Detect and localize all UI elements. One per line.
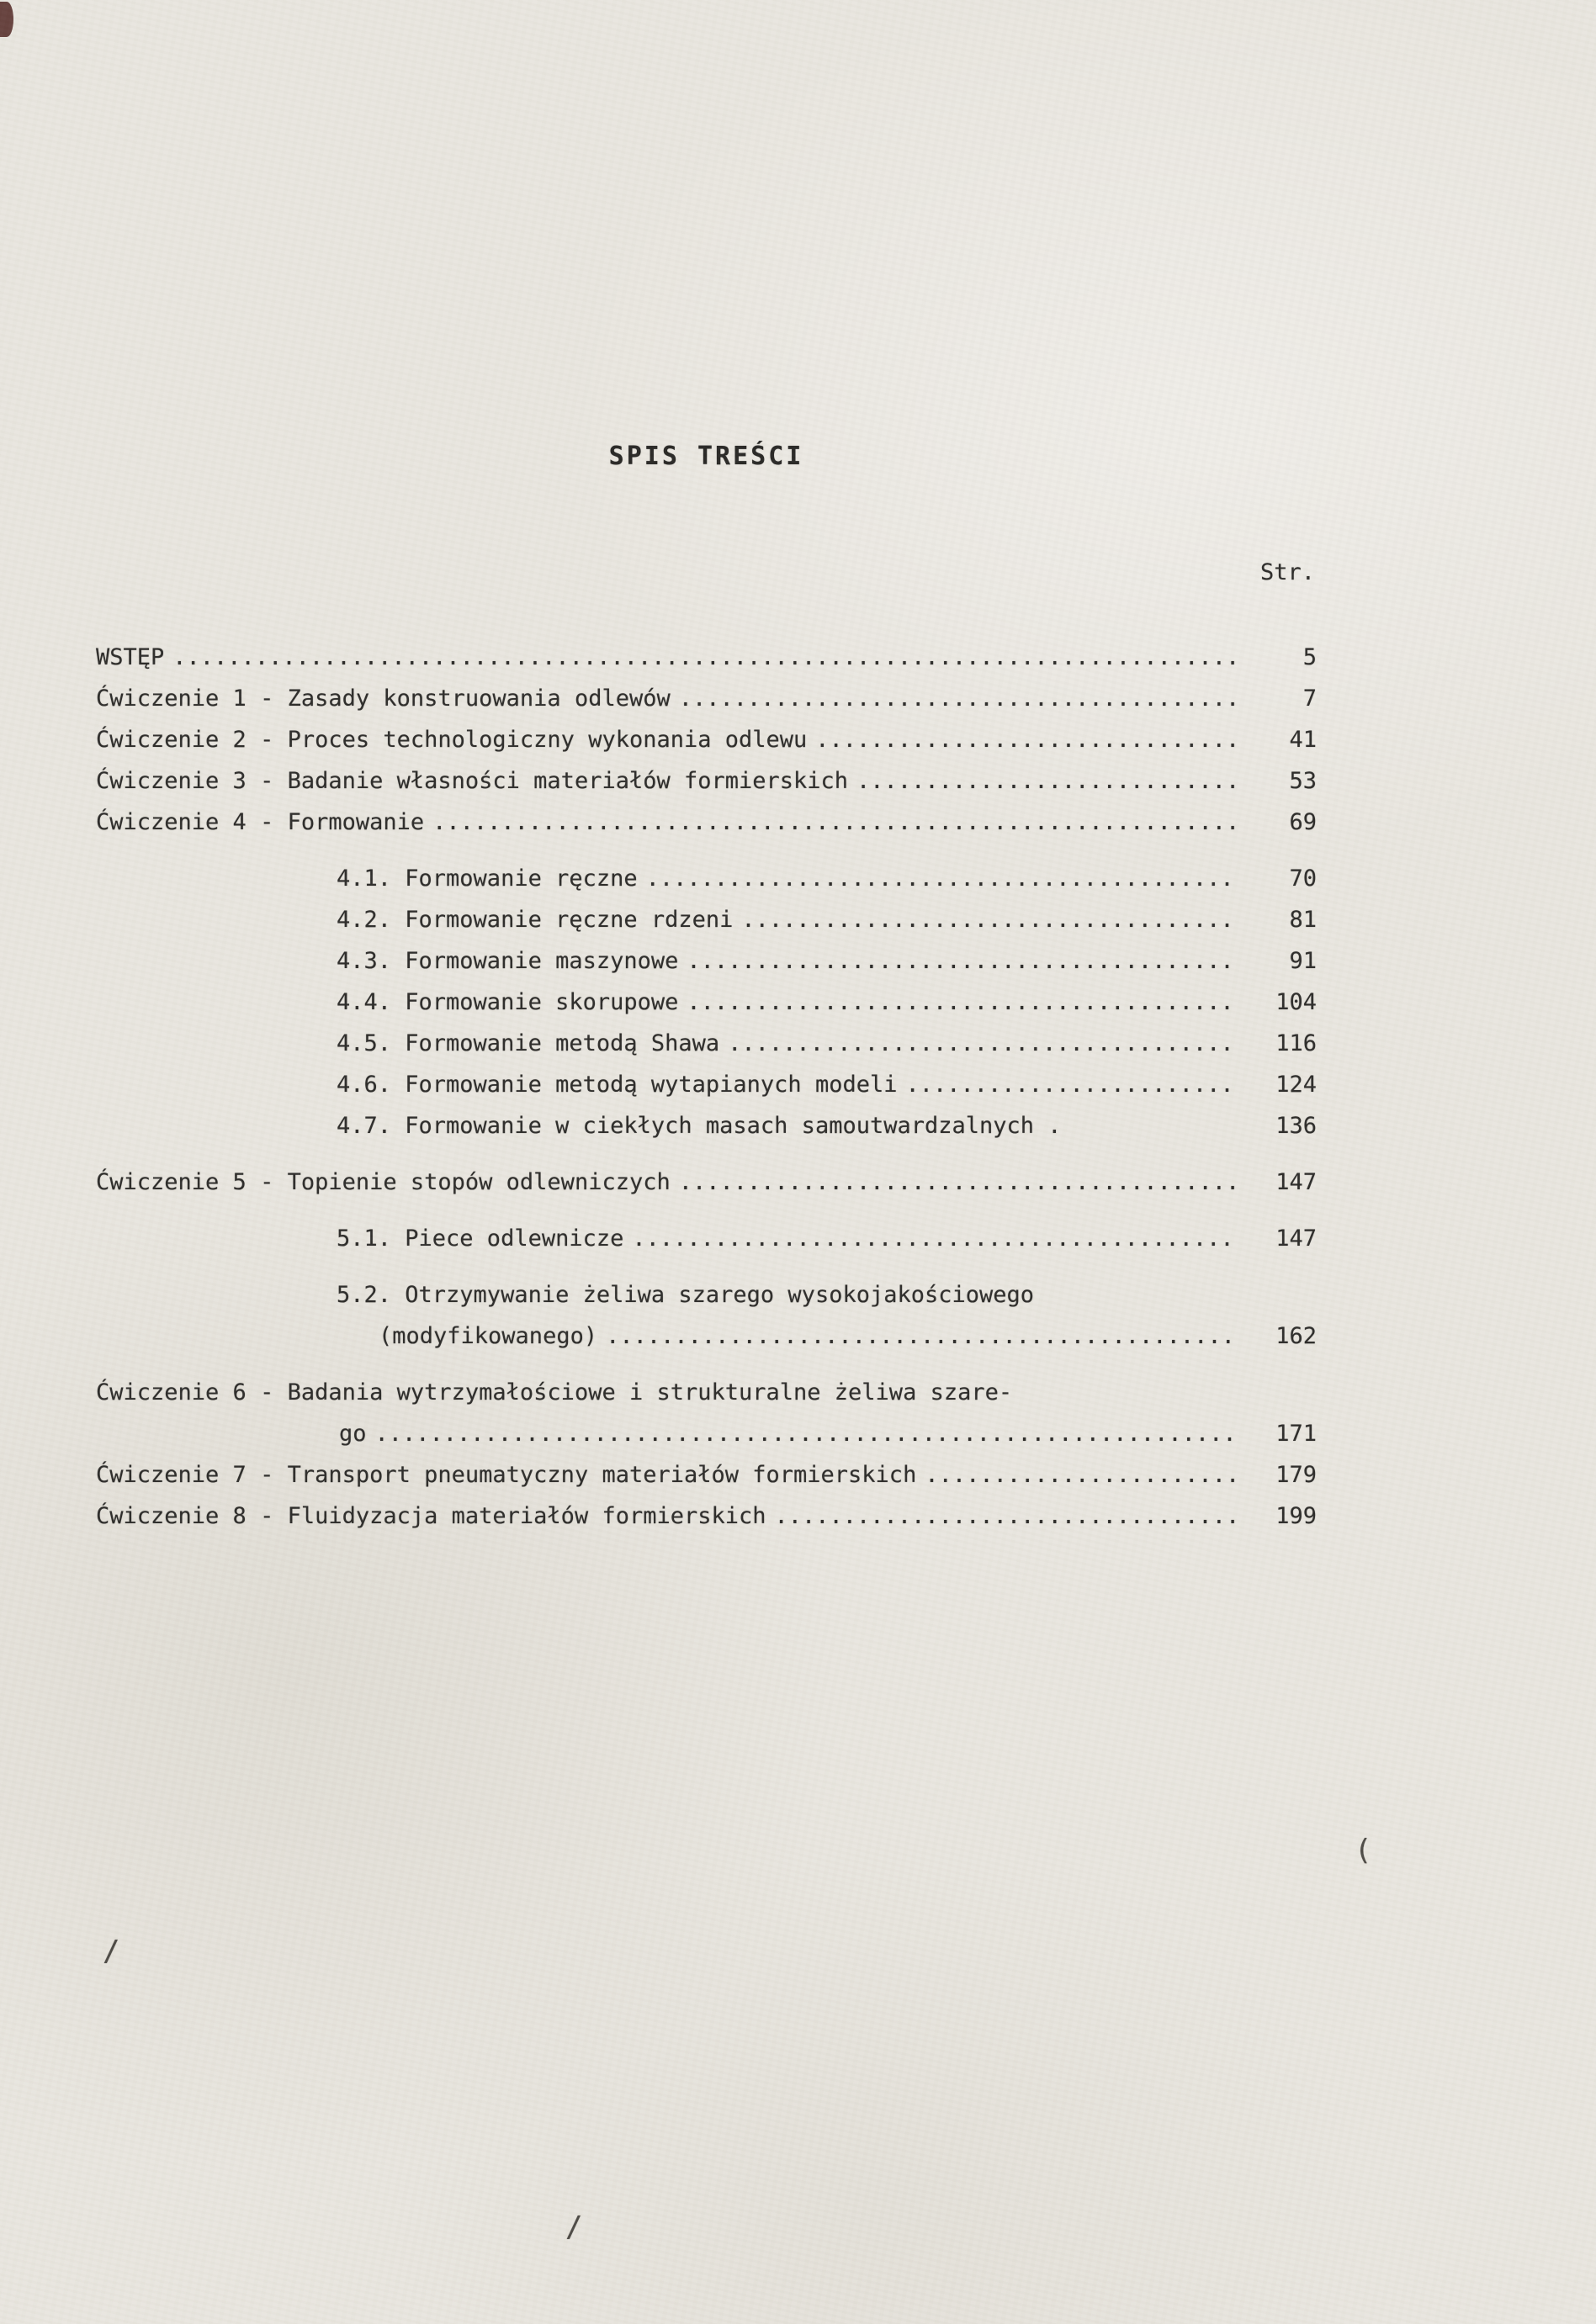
scan-mark: / <box>103 1935 120 1968</box>
toc-row <box>96 1413 1317 1454</box>
toc-page-number: 116 <box>1275 1030 1317 1056</box>
toc-entry-label: Ćwiczenie 1 - Zasady konstruowania odlewów <box>96 686 671 712</box>
toc-entry-label: 4.5. Formowanie metodą Shawa <box>337 1030 720 1056</box>
toc-row <box>96 940 1317 982</box>
toc-row <box>96 1454 1317 1496</box>
toc-dot-leader <box>606 1316 1238 1357</box>
toc-dot-leader <box>646 858 1238 899</box>
toc-list <box>96 637 1317 1537</box>
toc-page-number: 124 <box>1275 1072 1317 1098</box>
toc-entry-label: Ćwiczenie 5 - Topienie stopów odlewniczych <box>96 1169 671 1195</box>
toc-page-number: 81 <box>1289 907 1317 933</box>
toc-entry-label: Ćwiczenie 2 - Proces technologiczny wykonania odlewu <box>96 727 808 753</box>
toc-row <box>96 760 1317 802</box>
toc-entry-label: 4.2. Formowanie ręczne rdzeni <box>337 907 734 933</box>
toc-entry-label: WSTĘP <box>96 644 165 670</box>
toc-entry-label: Ćwiczenie 8 - Fluidyzacja materiałów formierskich <box>96 1503 766 1529</box>
toc-dot-leader <box>728 1023 1238 1064</box>
toc-page-number: 179 <box>1275 1462 1317 1488</box>
toc-dot-leader <box>775 1496 1238 1537</box>
toc-page-number: 5 <box>1302 644 1317 670</box>
toc-dot-leader <box>905 1064 1238 1105</box>
page-title: SPIS TREŚCI <box>608 442 804 471</box>
toc-dot-leader <box>432 802 1238 843</box>
toc-row <box>96 1496 1317 1537</box>
document-content <box>96 0 1317 1537</box>
toc-page-number: 41 <box>1289 727 1317 753</box>
toc-entry-label: 5.2. Otrzymywanie żeliwa szarego wysokojakościowego <box>337 1282 1035 1308</box>
toc-page-number: 69 <box>1289 809 1317 835</box>
toc-dot-leader <box>925 1454 1238 1496</box>
toc-row <box>96 719 1317 760</box>
toc-entry-label: 4.1. Formowanie ręczne <box>337 866 638 892</box>
toc-row <box>96 802 1317 843</box>
toc-dot-leader <box>679 1162 1238 1203</box>
toc-page-number: 147 <box>1275 1226 1317 1252</box>
toc-dot-leader <box>687 982 1238 1023</box>
toc-page-number: 70 <box>1289 866 1317 892</box>
toc-row <box>96 1218 1317 1259</box>
toc-entry-label: 4.4. Formowanie skorupowe <box>337 989 679 1015</box>
toc-page-number: 104 <box>1275 989 1317 1015</box>
scan-mark: / <box>565 2210 583 2244</box>
toc-row <box>96 678 1317 719</box>
scan-mark: ( <box>1355 1834 1372 1867</box>
toc-entry-label: (modyfikowanego) <box>379 1323 598 1349</box>
toc-row <box>96 982 1317 1023</box>
toc-entry-label: go <box>339 1421 367 1447</box>
toc-dot-leader <box>815 719 1238 760</box>
toc-dot-leader <box>741 899 1238 940</box>
toc-row <box>96 1064 1317 1105</box>
toc-row <box>96 637 1317 678</box>
toc-entry-label: Ćwiczenie 7 - Transport pneumatyczny materiałów formierskich <box>96 1462 917 1488</box>
toc-row <box>96 858 1317 899</box>
page-column-header-row <box>96 552 1317 593</box>
toc-row <box>96 899 1317 940</box>
toc-dot-leader <box>375 1413 1238 1454</box>
toc-row <box>96 1162 1317 1203</box>
toc-entry-label: Ćwiczenie 4 - Formowanie <box>96 809 425 835</box>
toc-page-number: 91 <box>1289 948 1317 974</box>
toc-entry-label: 4.7. Formowanie w ciekłych masach samoutwardzalnych . <box>337 1113 1062 1139</box>
toc-entry-label: Ćwiczenie 6 - Badania wytrzymałościowe i strukturalne żeliwa szare- <box>96 1379 1013 1406</box>
toc-row <box>96 1274 1317 1316</box>
toc-row <box>96 1372 1317 1413</box>
toc-page-number: 147 <box>1275 1169 1317 1195</box>
toc-row <box>96 1316 1317 1357</box>
toc-page-number: 136 <box>1275 1113 1317 1139</box>
toc-entry-label: Ćwiczenie 3 - Badanie własności materiałów formierskich <box>96 768 849 794</box>
toc-page-number: 199 <box>1275 1503 1317 1529</box>
toc-row <box>96 1105 1317 1146</box>
toc-page-number: 162 <box>1275 1323 1317 1349</box>
toc-page-number: 53 <box>1289 768 1317 794</box>
toc-dot-leader <box>632 1218 1238 1259</box>
toc-dot-leader <box>687 940 1238 982</box>
toc-dot-leader <box>172 637 1238 678</box>
toc-page-number: 7 <box>1302 686 1317 712</box>
toc-entry-label: 4.3. Formowanie maszynowe <box>337 948 679 974</box>
toc-entry-label: 5.1. Piece odlewnicze <box>337 1226 624 1252</box>
toc-dot-leader <box>856 760 1238 802</box>
toc-entry-label: 4.6. Formowanie metodą wytapianych modeli <box>337 1072 898 1098</box>
scan-corner-mark <box>0 2 13 37</box>
toc-dot-leader <box>679 678 1238 719</box>
toc-row <box>96 1023 1317 1064</box>
toc-page-number: 171 <box>1275 1421 1317 1447</box>
page-column-header: Str. <box>1259 559 1315 585</box>
